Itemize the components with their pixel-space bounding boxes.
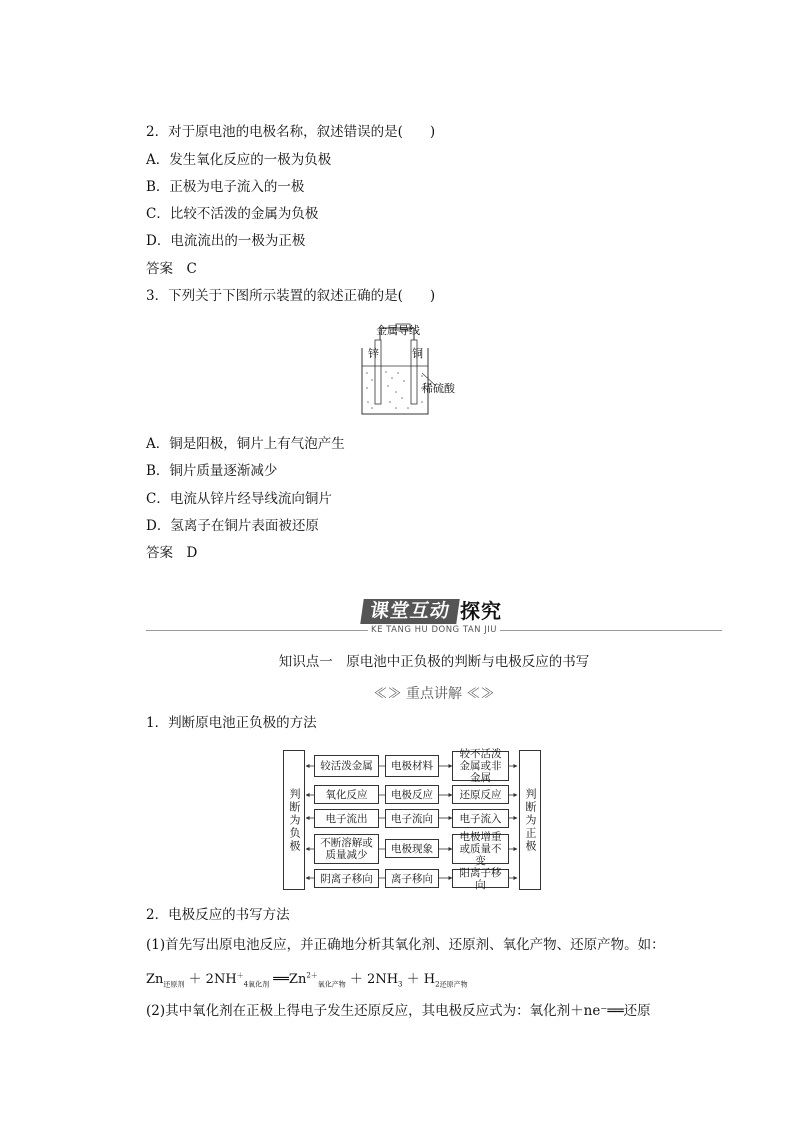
q2-option-c: C．比较不活泼的金属为负极 xyxy=(146,206,319,222)
eq-nh3-sub: 3 xyxy=(398,980,403,989)
electrode-phenomenon-criterion: 电极现象 xyxy=(385,839,439,858)
electrode-material-criterion: 电极材料 xyxy=(385,755,439,777)
q3-stem: 3．下列关于下图所示装置的叙述正确的是( ) xyxy=(146,288,436,304)
eq-nh4-sub: 4 xyxy=(243,980,249,989)
q3-answer: 答案 D xyxy=(146,545,198,561)
q2-option-b: B．正极为电子流入的一极 xyxy=(146,179,305,195)
pos-electrode-material: 较不活泼金属或非金属 xyxy=(452,751,509,781)
electron-flow-criterion: 电子流向 xyxy=(385,809,439,828)
electrode-judgment-diagram xyxy=(283,750,541,890)
pos-electron-flow: 电子流入 xyxy=(452,809,509,828)
eq-oxidant-label: 氧化剂 xyxy=(248,980,270,989)
pos-ion-migration: 阳离子移向 xyxy=(452,869,509,888)
key-section-title: ≪≫ 重点讲解 ≪≫ xyxy=(373,686,495,702)
eq-plus-h2: ＋ H xyxy=(402,972,436,987)
neg-electrode-material: 较活泼金属 xyxy=(314,755,379,777)
eq-h2-sub: 2 xyxy=(435,980,440,989)
eq-nh4-charge: ＋ xyxy=(236,971,244,980)
electrode-reaction-criterion: 电极反应 xyxy=(385,785,439,804)
knowledge-point-title: 知识点一 原电池中正负极的判断与电极反应的书写 xyxy=(278,654,590,670)
section-1-title: 1．判断原电池正负极的方法 xyxy=(146,715,317,731)
neg-ion-migration: 阴离子移向 xyxy=(314,869,379,888)
pos-electrode-reaction: 还原反应 xyxy=(452,785,509,804)
banner-title: 探究 xyxy=(460,599,502,623)
q2-option-a: A．发生氧化反应的一极为负极 xyxy=(146,152,332,168)
example-equation xyxy=(146,968,468,990)
positive-judgment-box: 判断为正极 xyxy=(519,750,541,890)
q2-option-d: D．电流流出的一极为正极 xyxy=(146,233,306,249)
section-banner xyxy=(146,598,722,638)
eq-zn2-label: 氧化产物 xyxy=(317,980,346,989)
q2-answer: 答案 C xyxy=(146,261,197,277)
wire-label: 金属导线 xyxy=(376,324,420,337)
q3-option-c: C．电流从锌片经导线流向铜片 xyxy=(146,491,332,507)
banner-pinyin: KE TANG HU DONG TAN JIU xyxy=(368,625,500,635)
q3-option-b: B．铜片质量逐渐减少 xyxy=(146,463,278,479)
neg-electrode-phenomenon: 不断溶解或质量减少 xyxy=(314,834,379,864)
section-2-paragraph-2: (2)其中氧化剂在正极上得电子发生还原反应，其电极反应式为：氧化剂＋ne⁻══还原 xyxy=(146,1003,651,1019)
eq-zn-label: 还原剂 xyxy=(163,980,185,989)
negative-judgment-box: 判断为负极 xyxy=(283,750,305,890)
pos-electrode-phenomenon: 电极增重或质量不变 xyxy=(452,834,509,864)
zinc-label: 锌 xyxy=(368,347,379,360)
q2-stem: 2．对于原电池的电极名称，叙述错误的是( ) xyxy=(146,124,436,140)
neg-electrode-reaction: 氧化反应 xyxy=(314,785,379,804)
eq-arrow-zn: ══Zn xyxy=(269,972,307,987)
eq-h2-label: 还原产物 xyxy=(439,980,468,989)
eq-plus-nh4: ＋ 2NH xyxy=(184,972,237,987)
eq-plus-nh3: ＋ 2NH xyxy=(345,972,399,987)
section-2-paragraph-1: (1)首先写出原电池反应，并正确地分析其氧化剂、还原剂、氧化产物、还原产物。如： xyxy=(146,937,665,953)
ion-migration-criterion: 离子移向 xyxy=(385,869,439,888)
copper-label: 铜 xyxy=(412,347,423,360)
neg-electron-flow: 电子流出 xyxy=(314,809,379,828)
acid-label: 稀硫酸 xyxy=(422,382,455,395)
banner-highlight: 课堂互动 xyxy=(360,599,460,624)
eq-zn: Zn xyxy=(146,972,164,987)
q3-option-a: A．铜是阳极，铜片上有气泡产生 xyxy=(146,436,345,452)
q3-option-d: D．氢离子在铜片表面被还原 xyxy=(146,518,319,534)
galvanic-cell-figure xyxy=(352,318,462,418)
eq-zn2-charge: 2＋ xyxy=(306,971,318,980)
section-2-title: 2．电极反应的书写方法 xyxy=(146,907,290,923)
